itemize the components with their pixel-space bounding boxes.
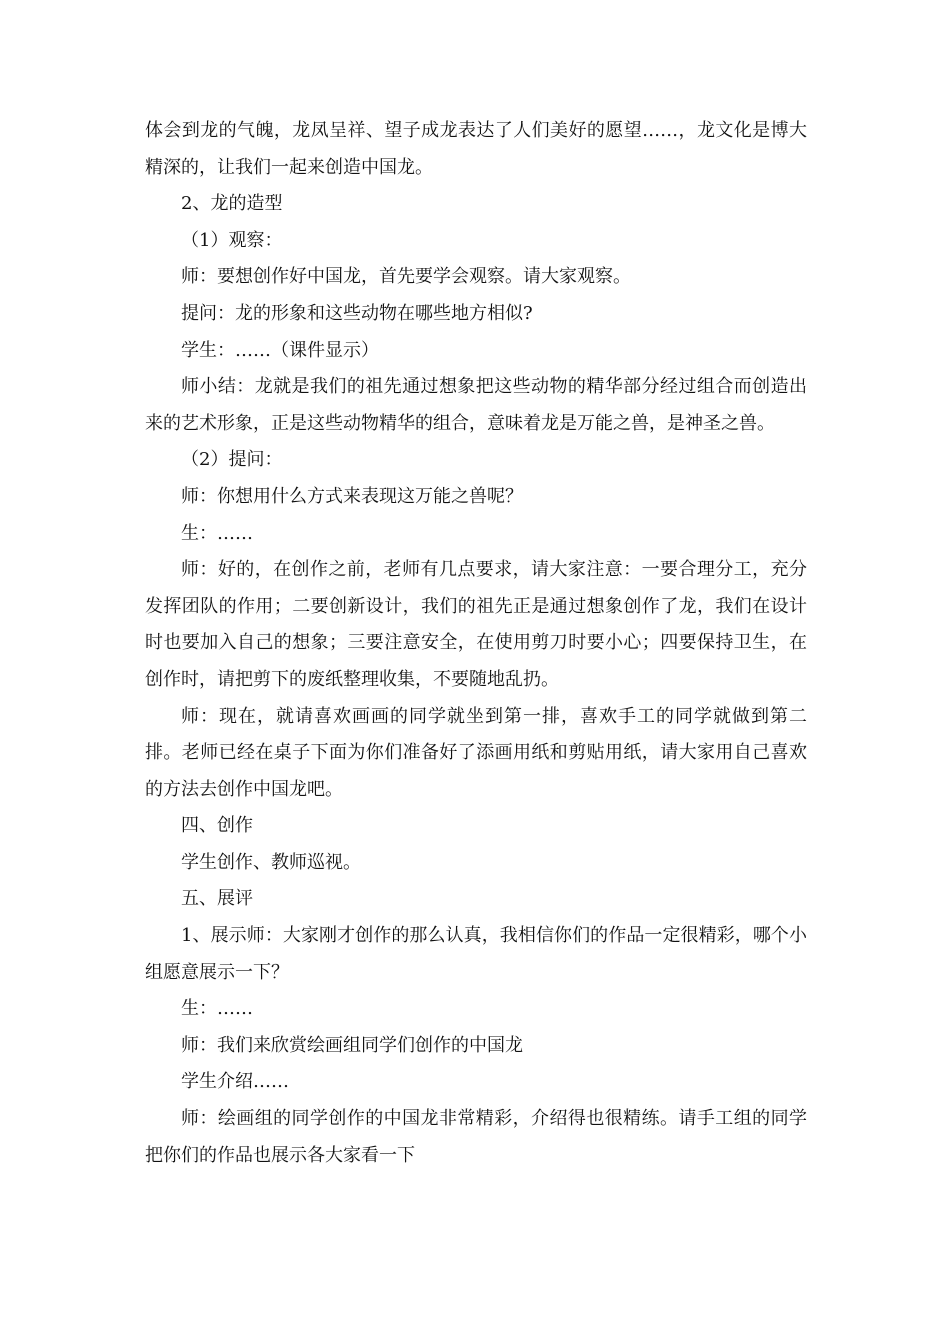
document-body — [145, 113, 807, 1174]
paragraph: 体会到龙的气魄，龙凤呈祥、望子成龙表达了人们美好的愿望……，龙文化是博大精深的，让我们一起来创造中国龙。 — [145, 120, 807, 178]
paragraph: 1、展示师：大家刚才创作的那么认真，我相信你们的作品一定很精彩，哪个小组愿意展示一下？ — [145, 925, 807, 983]
section-heading: 2、龙的造型 — [181, 193, 283, 215]
paragraph: 学生介绍…… — [181, 1071, 289, 1093]
sub-heading: （2）提问： — [181, 449, 283, 471]
paragraph: 生：…… — [181, 998, 253, 1020]
paragraph: 生：…… — [181, 522, 253, 544]
paragraph: 学生创作、教师巡视。 — [181, 851, 361, 873]
section-heading: 四、创作 — [181, 815, 253, 837]
paragraph: 师：现在，就请喜欢画画的同学就坐到第一排，喜欢手工的同学就做到第二排。老师已经在桌子下面为你们准备好了添画用纸和剪贴用纸，请大家用自己喜欢的方法去创作中国龙吧。 — [145, 705, 807, 800]
sub-heading: （1）观察： — [181, 229, 283, 251]
paragraph: 师小结：龙就是我们的祖先通过想象把这些动物的精华部分经过组合而创造出来的艺术形象，正是这些动物精华的组合，意味着龙是万能之兽，是神圣之兽。 — [145, 376, 807, 434]
paragraph: 师：好的，在创作之前，老师有几点要求，请大家注意：一要合理分工，充分发挥团队的作用；二要创新设计，我们的祖先正是通过想象创作了龙，我们在设计时也要加入自己的想象；三要注意安全，在使用剪刀时要小心；四要保持卫生，在创作时，请把剪下的废纸整理收集，不要随地乱扔。 — [145, 559, 807, 690]
paragraph: 学生：……（课件显示） — [181, 339, 379, 361]
paragraph: 师：绘画组的同学创作的中国龙非常精彩，介绍得也很精练。请手工组的同学把你们的作品也展示各大家看一下 — [145, 1108, 807, 1166]
paragraph: 师：你想用什么方式来表现这万能之兽呢？ — [181, 485, 523, 507]
paragraph: 提问：龙的形象和这些动物在哪些地方相似? — [181, 302, 533, 324]
section-heading: 五、展评 — [181, 888, 253, 910]
paragraph: 师：要想创作好中国龙，首先要学会观察。请大家观察。 — [181, 266, 631, 288]
paragraph: 师：我们来欣赏绘画组同学们创作的中国龙 — [181, 1034, 523, 1056]
